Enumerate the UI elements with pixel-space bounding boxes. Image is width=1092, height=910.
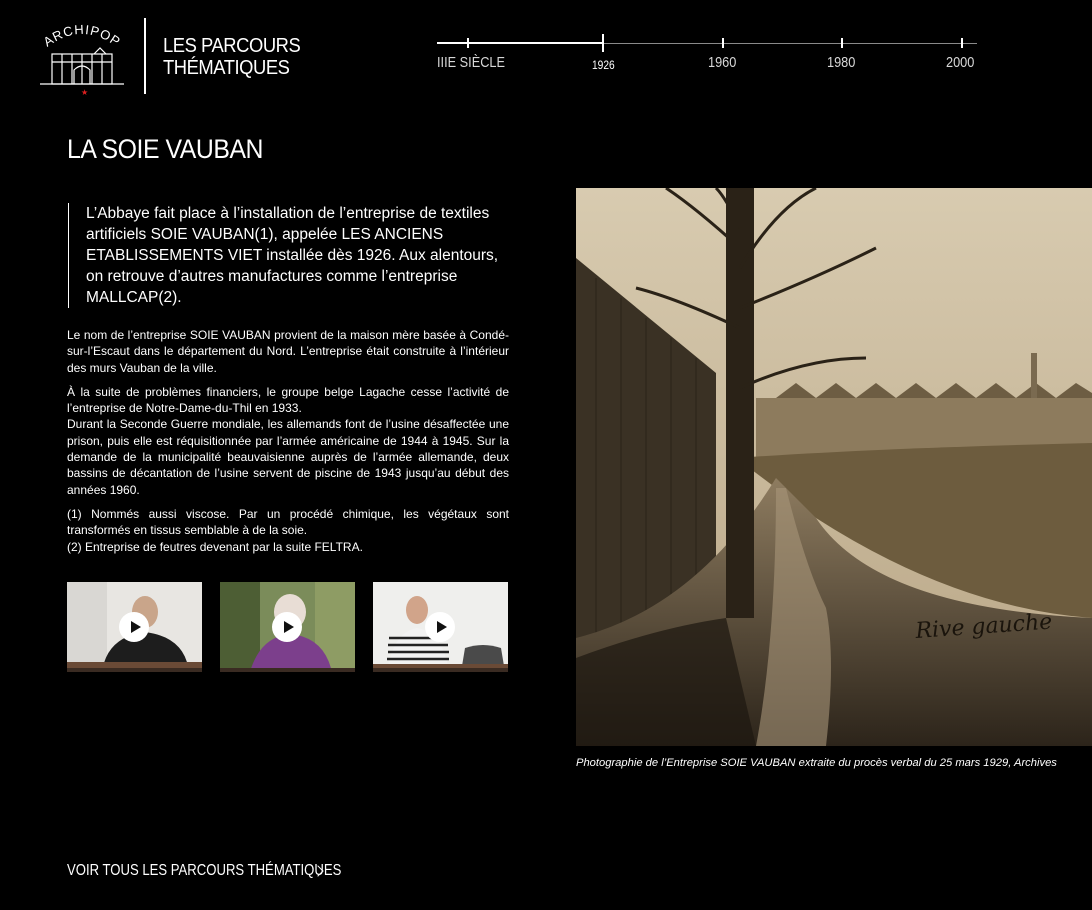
timeline-progress: [437, 42, 603, 44]
footnote-2: (2) Entreprise de feutres devenant par la suite FELTRA.: [67, 539, 363, 554]
page-title: LA SOIE VAUBAN: [67, 134, 264, 164]
timeline-label-2000[interactable]: 2000: [946, 54, 975, 71]
paragraph: Durant la Seconde Guerre mondiale, les allemands font de l’usine désaffectée une prison, puis elle est réquisitionnée par l’armée américaine de 1944 à 1945. Sur la demande de la municipalité beauvaisienne auprès de l’armée allemande, deux bassins de décantation de l’usine servent de piscine de 1943 jusqu’au début des années 1960.: [67, 417, 509, 497]
paragraph: À la suite de problèmes financiers, le groupe belge Lagache cesse l’activité de l’entreprise de Notre-Dame-du-Thil en 1933.: [67, 384, 509, 416]
timeline-label-3e-siecle[interactable]: IIIE SIÈCLE: [437, 54, 506, 71]
timeline[interactable]: [437, 30, 997, 80]
timeline-tick-active: [602, 34, 604, 52]
timeline-tick: [722, 38, 724, 48]
video-thumbnail[interactable]: [220, 582, 355, 672]
timeline-label-1980[interactable]: 1980: [827, 54, 856, 71]
svg-text:ARCHIPOP: ARCHIPOP: [40, 21, 124, 50]
footnote-1: (1) Nommés aussi viscose. Par un procédé chimique, les végétaux sont transformés en tissus semblable à de la soie.: [67, 506, 509, 538]
timeline-tick: [961, 38, 963, 48]
intro-quote: L’Abbaye fait place à l’installation de l’entreprise de textiles artificiels SOIE VAUBAN(1), appelée LES ANCIENS ETABLISSEMENTS VIET installée dès 1926. Aux alentours, on retrouve d’autres manufactures comme l’entreprise MALLCAP(2).: [68, 203, 506, 308]
historic-photograph: [576, 188, 1092, 746]
timeline-label-1926[interactable]: 1926: [592, 58, 615, 72]
handwritten-annotation: Rive gauche: [914, 609, 1054, 644]
see-all-themes-label[interactable]: VOIR TOUS LES PARCOURS THÉMATIQUES: [67, 862, 342, 879]
timeline-tick: [841, 38, 843, 48]
timeline-tick: [467, 38, 469, 48]
photo-caption: Photographie de l’Entreprise SOIE VAUBAN extraite du procès verbal du 25 mars 1929, Archives: [576, 757, 1057, 769]
paragraph: Le nom de l’entreprise SOIE VAUBAN provient de la maison mère basée à Condé-sur-l’Escaut dans le département du Nord. L’entreprise était construite à l’intérieur des murs Vauban de la ville.: [67, 328, 509, 375]
play-icon[interactable]: [425, 612, 455, 642]
archipop-logo[interactable]: [34, 18, 130, 98]
svg-text:★: ★: [81, 88, 89, 97]
timeline-label-1960[interactable]: 1960: [708, 54, 737, 71]
play-icon[interactable]: [119, 612, 149, 642]
see-all-themes-link[interactable]: [67, 862, 342, 880]
body-text: [67, 327, 509, 563]
play-icon[interactable]: [272, 612, 302, 642]
video-list: [67, 582, 509, 672]
section-title[interactable]: LES PARCOURS THÉMATIQUES: [163, 35, 301, 79]
video-thumbnail[interactable]: [373, 582, 508, 672]
video-thumbnail[interactable]: [67, 582, 202, 672]
header-divider: [144, 18, 146, 94]
